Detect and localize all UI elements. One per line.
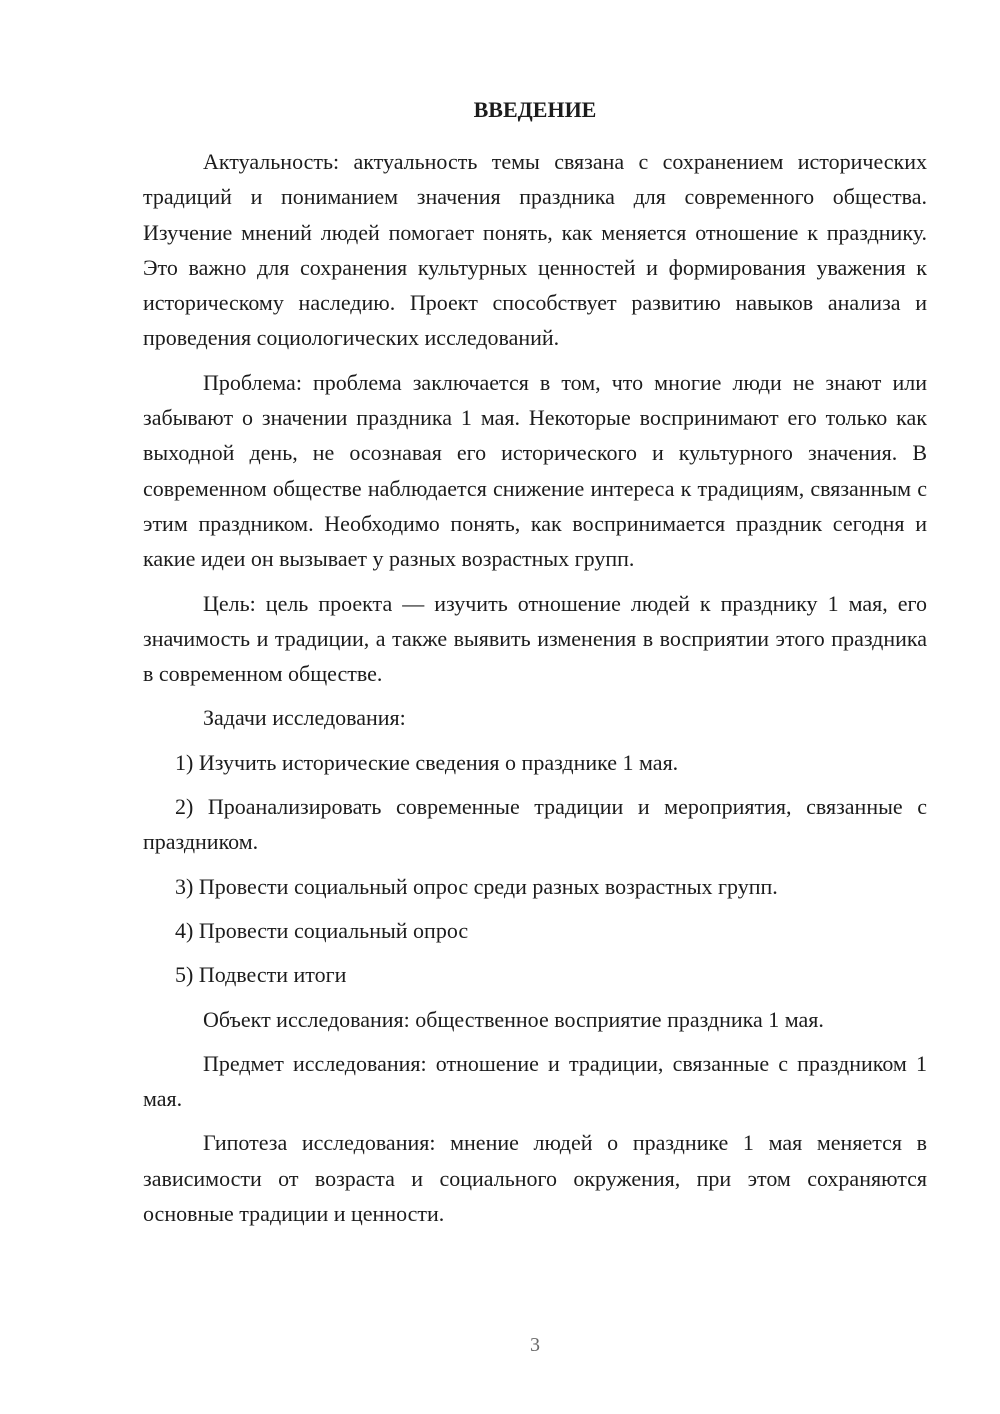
object-paragraph: Объект исследования: общественное восприятие праздника 1 мая. xyxy=(203,1006,824,1032)
page-number: 3 xyxy=(530,1334,540,1356)
page-title: ВВЕДЕНИЕ xyxy=(473,97,597,122)
problem-paragraph: Проблема: проблема заключается в том, что многие люди не знают или забывают о значении праздника 1 мая. Некоторые воспринимают его только как выходной день, не осознавая его исторического и культурного значения. В современном обществе наблюдается снижение интереса к традициям, связанным с этим праздником. Необходимо понять, как воспринимается праздник сегодня и какие идеи он вызывает у разных возрастных групп. xyxy=(143,369,927,572)
subject-paragraph: Предмет исследования: отношение и традиции, связанные с праздником 1 мая. xyxy=(143,1050,927,1112)
tasks-heading: Задачи исследования: xyxy=(203,705,406,731)
task-item-1: 1) Изучить исторические сведения о празднике 1 мая. xyxy=(175,749,679,775)
hypothesis-paragraph: Гипотеза исследования: мнение людей о празднике 1 мая меняется в зависимости от возраста и социального окружения, при этом сохраняются основные традиции и ценности. xyxy=(143,1130,927,1227)
goal-paragraph: Цель: цель проекта — изучить отношение людей к празднику 1 мая, его значимость и традиции, а также выявить изменения в восприятии этого праздника в современном обществе. xyxy=(143,590,927,687)
task-item-5: 5) Подвести итоги xyxy=(175,962,347,988)
task-item-2: 2) Проанализировать современные традиции и мероприятия, связанные с праздником. xyxy=(143,794,927,855)
task-item-3: 3) Провести социальный опрос среди разных возрастных групп. xyxy=(175,873,778,899)
page-content xyxy=(143,94,927,1240)
task-item-4: 4) Провести социальный опрос xyxy=(175,917,469,943)
relevance-paragraph: Актуальность: актуальность темы связана с сохранением исторических традиций и пониманием значения праздника для современного общества. Изучение мнений людей помогает понять, как меняется отношение к празднику. Это важно для сохранения культурных ценностей и формирования уважения к историческому наследию. Проект способствует развитию навыков анализа и проведения социологических исследований. xyxy=(143,149,927,351)
